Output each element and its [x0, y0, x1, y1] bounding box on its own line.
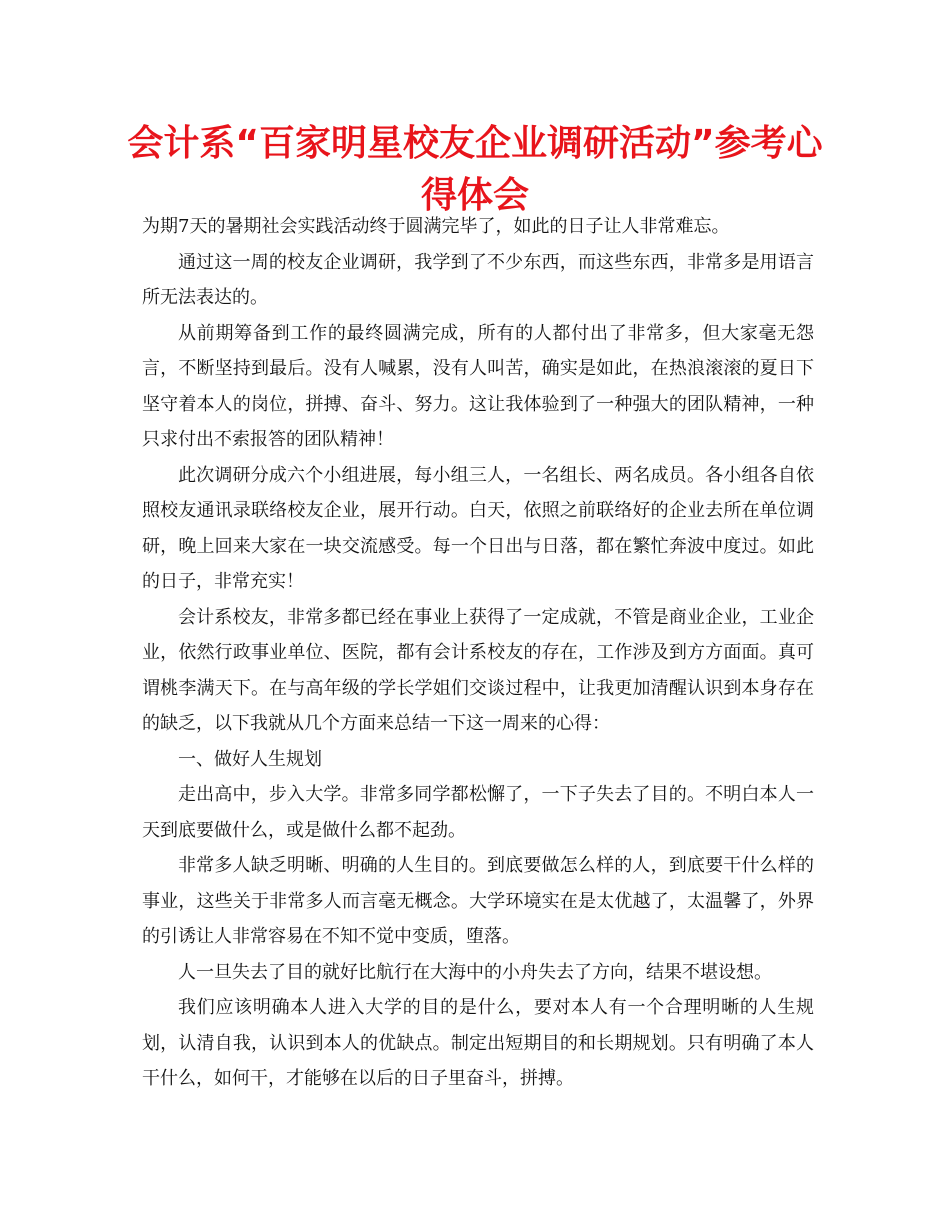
- paragraph-4: 此次调研分成六个小组进展，每小组三人，一名组长、两名成员。各小组各自依照校友通讯录联络校友企业，展开行动。白天，依照之前联络好的企业去所在单位调研，晚上回来大家在一块交流感受。每一个日出与日落，都在繁忙奔波中度过。如此的日子，非常充实！: [142, 464, 814, 592]
- paragraph-9: 人一旦失去了目的就好比航行在大海中的小舟失去了方向，结果不堪设想。: [178, 961, 772, 983]
- paragraph-5: 会计系校友，非常多都已经在事业上获得了一定成就，不管是商业企业，工业企业，依然行政事业单位、医院，都有会计系校友的存在，工作涉及到方方面面。真可谓桃李满天下。在与高年级的学长学姐们交谈过程中，让我更加清醒认识到本身存在的缺乏，以下我就从几个方面来总结一下这一周来的心得：: [142, 606, 814, 734]
- paragraph-7: 走出高中，步入大学。非常多同学都松懈了，一下子失去了目的。不明白本人一天到底要做什么，或是做什么都不起劲。: [142, 784, 814, 841]
- paragraph-1: 为期7天的暑期社会实践活动终于圆满完毕了，如此的日子让人非常难忘。: [142, 216, 730, 237]
- paragraph-3: 从前期筹备到工作的最终圆满完成，所有的人都付出了非常多，但大家毫无怨言，不断坚持到最后。没有人喊累，没有人叫苦，确实是如此，在热浪滚滚的夏日下坚守着本人的岗位，拼搏、奋斗、努力。这让我体验到了一种强大的团队精神，一种只求付出不索报答的团队精神！: [142, 322, 814, 450]
- document-body: [142, 209, 814, 1097]
- paragraph-2: 通过这一周的校友企业调研，我学到了不少东西，而这些东西，非常多是用语言所无法表达的。: [142, 251, 814, 308]
- section-heading-1: 一、做好人生规划: [178, 748, 322, 770]
- paragraph-10: 我们应该明确本人进入大学的目的是什么，要对本人有一个合理明晰的人生规划，认清自我，认识到本人的优缺点。制定出短期目的和长期规划。只有明确了本人干什么，如何干，才能够在以后的日子里奋斗，拼搏。: [142, 997, 814, 1089]
- document-title: 会计系“百家明星校友企业调研活动”参考心得体会: [127, 123, 823, 216]
- paragraph-8: 非常多人缺乏明晰、明确的人生目的。到底要做怎么样的人，到底要干什么样的事业，这些关于非常多人而言毫无概念。大学环境实在是太优越了，太温馨了，外界的引诱让人非常容易在不知不觉中变质，堕落。: [142, 855, 814, 947]
